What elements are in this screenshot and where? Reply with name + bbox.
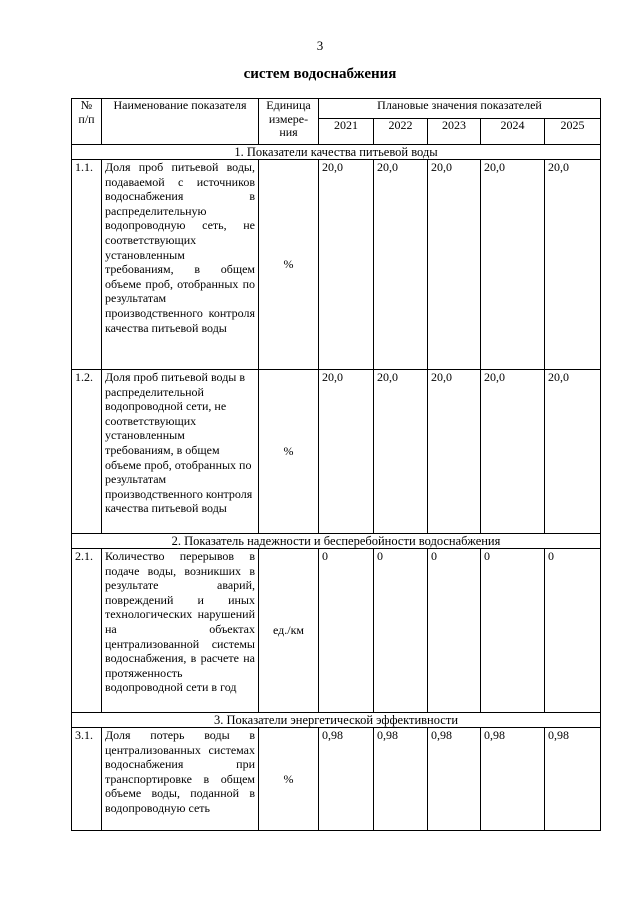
indicators-table xyxy=(71,98,601,831)
row-value: 0,98 xyxy=(545,728,601,831)
row-unit: % xyxy=(259,160,319,370)
row-value: 0 xyxy=(428,549,481,713)
row-value: 20,0 xyxy=(319,370,374,534)
document-heading: систем водоснабжения xyxy=(243,66,397,82)
section-title: 2. Показатель надежности и бесперебойности водоснабжения xyxy=(72,534,601,549)
header-year: 2025 xyxy=(545,119,601,145)
row-value: 0 xyxy=(319,549,374,713)
row-value: 20,0 xyxy=(481,370,545,534)
row-value: 20,0 xyxy=(481,160,545,370)
header-year: 2022 xyxy=(374,119,428,145)
header-planned: Плановые значения показателей xyxy=(319,99,601,119)
row-num: 2.1. xyxy=(72,549,102,713)
row-name: Доля потерь воды в централизованных системах водоснабжения при транспортировке в общем объеме воды, поданной в водопроводную сеть xyxy=(102,728,259,831)
row-value: 20,0 xyxy=(545,160,601,370)
header-year: 2021 xyxy=(319,119,374,145)
table-row xyxy=(72,728,601,831)
row-name: Доля проб питьевой воды в распределительной водопроводной сети, не соответствующих установленным требованиям, в общем объеме проб, отобранных по результатам производственного контроля качества питьевой воды xyxy=(102,370,259,534)
row-value: 0 xyxy=(545,549,601,713)
row-value: 0,98 xyxy=(428,728,481,831)
row-name: Количество перерывов в подаче воды, возникших в результате аварий, повреждений и иных технологических нарушений на объектах централизованной системы водоснабжения, в расчете на протяженность водопроводной сети в год xyxy=(102,549,259,713)
section-header xyxy=(72,713,601,728)
row-num: 1.2. xyxy=(72,370,102,534)
row-value: 0 xyxy=(374,549,428,713)
row-value: 20,0 xyxy=(319,160,374,370)
page-number: 3 xyxy=(316,38,324,53)
header-year: 2024 xyxy=(481,119,545,145)
row-num: 3.1. xyxy=(72,728,102,831)
header-unit: Единица измере-ния xyxy=(259,99,319,145)
section-header xyxy=(72,145,601,160)
row-value: 0 xyxy=(481,549,545,713)
row-num: 1.1. xyxy=(72,160,102,370)
header-name: Наименование показателя xyxy=(102,99,259,145)
section-title: 1. Показатели качества питьевой воды xyxy=(72,145,601,160)
row-value: 20,0 xyxy=(428,160,481,370)
table-row xyxy=(72,549,601,713)
header-year: 2023 xyxy=(428,119,481,145)
header-num: № п/п xyxy=(72,99,102,145)
row-value: 20,0 xyxy=(374,160,428,370)
row-value: 0,98 xyxy=(481,728,545,831)
row-value: 0,98 xyxy=(374,728,428,831)
section-header xyxy=(72,534,601,549)
row-value: 20,0 xyxy=(374,370,428,534)
row-unit: % xyxy=(259,728,319,831)
row-unit: % xyxy=(259,370,319,534)
table-row xyxy=(72,370,601,534)
row-value: 20,0 xyxy=(428,370,481,534)
row-value: 20,0 xyxy=(545,370,601,534)
table-row xyxy=(72,160,601,370)
row-unit: ед./км xyxy=(259,549,319,713)
row-name: Доля проб питьевой воды, подаваемой с источников водоснабжения в распределительную водопроводную сеть, не соответствующих установленным требованиям, в общем объеме проб, отобранных по результатам производственного контроля качества питьевой воды xyxy=(102,160,259,370)
section-title: 3. Показатели энергетической эффективности xyxy=(72,713,601,728)
row-value: 0,98 xyxy=(319,728,374,831)
